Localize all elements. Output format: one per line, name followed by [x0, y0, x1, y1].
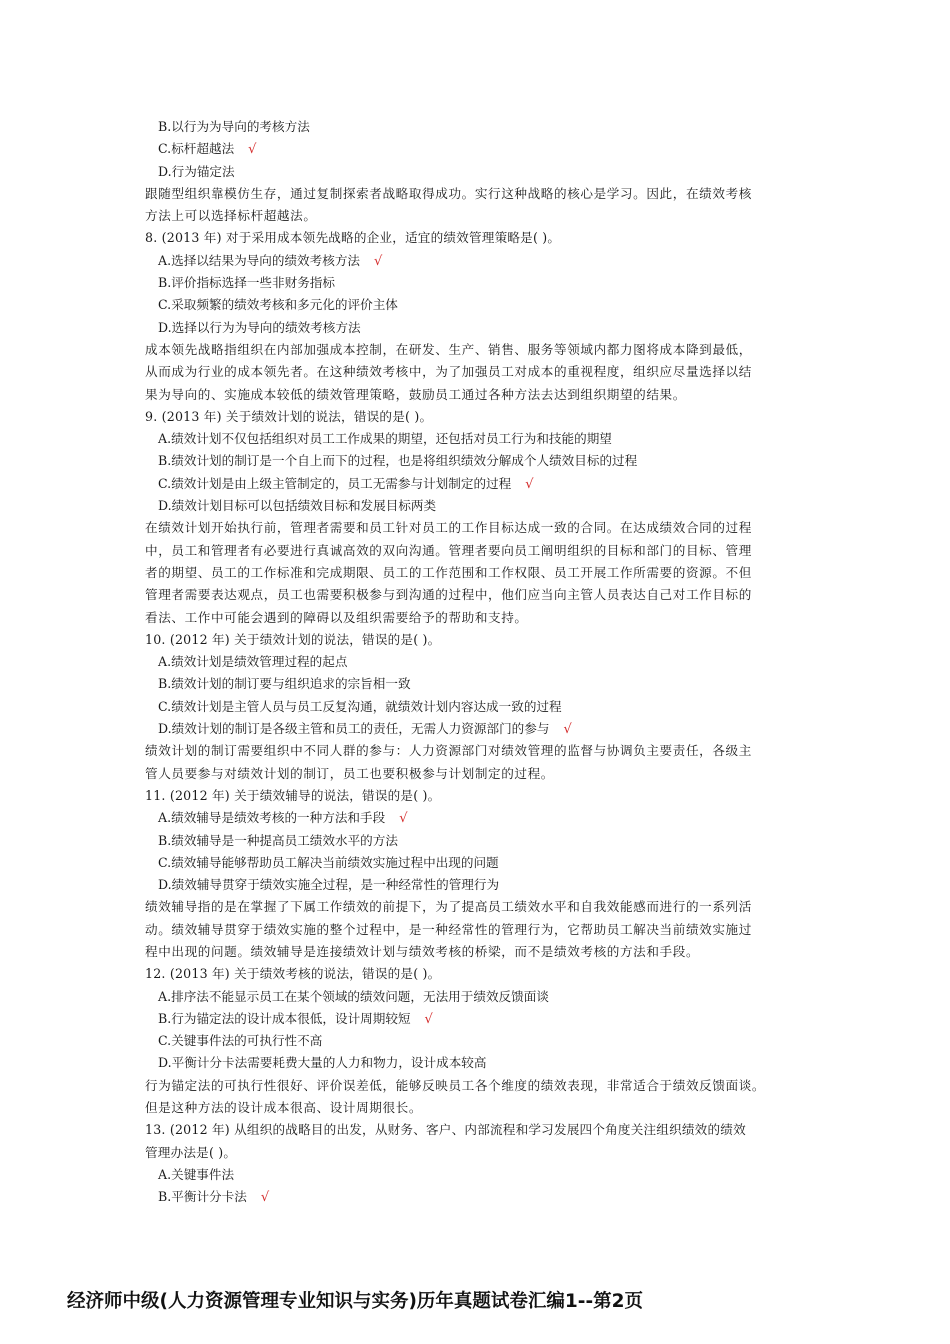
line-text: 方法上可以选择标杆超越法。	[145, 208, 317, 224]
explanation-text	[145, 562, 815, 584]
line-text: 管理者需要表达观点，员工也需要积极参与到沟通的过程中，他们应当向主管人员表达自己对工作目标的	[145, 587, 752, 603]
answer-option	[145, 651, 815, 673]
explanation-text	[145, 1075, 815, 1097]
line-text: 绩效辅导指的是在掌握了下属工作绩效的前提下，为了提高员工绩效水平和自我效能感而进行的一系列活	[145, 899, 752, 915]
line-text: 行为锚定法的可执行性很好、评价误差低，能够反映员工各个维度的绩效表现，非常适合于绩效反馈面谈。	[145, 1077, 766, 1093]
line-text: C.绩效辅导能够帮助员工解决当前绩效实施过程中出现的问题	[158, 854, 499, 870]
line-text: 在绩效计划开始执行前，管理者需要和员工针对员工的工作目标达成一致的合同。在达成绩效合同的过程	[145, 520, 752, 536]
correct-check-icon: √	[563, 722, 572, 738]
line-text: B.行为锚定法的设计成本很低，设计周期较短	[158, 1010, 411, 1026]
explanation-text	[145, 1097, 815, 1119]
explanation-text	[145, 919, 815, 941]
line-text: 12. (2013 年) 关于绩效考核的说法，错误的是( )。	[145, 966, 441, 982]
line-text: B.绩效辅导是一种提高员工绩效水平的方法	[158, 832, 398, 848]
line-text: B.以行为为导向的考核方法	[158, 119, 310, 134]
question-text	[145, 629, 815, 651]
line-text: 动。绩效辅导贯穿于绩效实施的整个过程中，是一种经常性的管理行为，它帮助员工解决当前绩效实施过	[145, 921, 752, 937]
answer-option	[145, 428, 815, 450]
line-text: D.绩效计划目标可以包括绩效目标和发展目标两类	[158, 498, 437, 514]
question-content	[145, 116, 815, 1209]
correct-check-icon: √	[374, 253, 383, 269]
line-text: 13. (2012 年) 从组织的战略目的出发，从财务、客户、内部流程和学习发展四个角度关注组织绩效的绩效	[145, 1122, 746, 1138]
answer-option	[145, 473, 815, 495]
line-text: 跟随型组织靠模仿生存，通过复制探索者战略取得成功。实行这种战略的核心是学习。因此，在绩效考核	[145, 185, 752, 201]
explanation-text	[145, 584, 815, 606]
answer-option	[145, 807, 815, 829]
question-text	[145, 785, 815, 807]
answer-option	[145, 1030, 815, 1052]
explanation-text	[145, 740, 815, 762]
line-text: 者的期望、员工的工作标准和完成期限、员工的工作范围和工作权限、员工开展工作所需要的资源。不但	[145, 564, 752, 580]
answer-option	[145, 116, 815, 138]
line-text: A.选择以结果为导向的绩效考核方法	[158, 252, 361, 268]
line-text: C.关键事件法的可执行性不高	[158, 1033, 323, 1049]
line-text: 10. (2012 年) 关于绩效计划的说法，错误的是( )。	[145, 631, 441, 647]
line-text: 中，员工和管理者有必要进行真诚高效的双向沟通。管理者要向员工阐明组织的目标和部门的目标、管理	[145, 542, 752, 558]
explanation-text	[145, 361, 815, 383]
answer-option	[145, 1186, 815, 1208]
line-text: A.绩效计划不仅包括组织对员工工作成果的期望，还包括对员工行为和技能的期望	[158, 431, 612, 447]
line-text: D.选择以行为为导向的绩效考核方法	[158, 319, 361, 335]
line-text: A.关键事件法	[158, 1166, 235, 1182]
answer-option	[145, 250, 815, 272]
line-text: D.绩效辅导贯穿于绩效实施全过程，是一种经常性的管理行为	[158, 877, 500, 893]
line-text: 果为导向的、实施成本较低的绩效管理策略，鼓励员工通过各种方法去达到组织期望的结果。	[145, 386, 686, 402]
answer-option	[145, 1008, 815, 1030]
answer-option	[145, 673, 815, 695]
question-text	[145, 406, 815, 428]
explanation-text	[145, 896, 815, 918]
line-text: 9. (2013 年) 关于绩效计划的说法，错误的是( )。	[145, 408, 433, 424]
explanation-text	[145, 607, 815, 629]
answer-option	[145, 450, 815, 472]
line-text: 成本领先战略指组织在内部加强成本控制，在研发、生产、销售、服务等领域内都力图将成本降到最低，	[145, 341, 752, 357]
line-text: 11. (2012 年) 关于绩效辅导的说法，错误的是( )。	[145, 787, 441, 803]
explanation-text	[145, 941, 815, 963]
line-text: B.绩效计划的制订是一个自上而下的过程，也是将组织绩效分解成个人绩效目标的过程	[158, 453, 638, 469]
line-text: 绩效计划的制订需要组织中不同人群的参与：人力资源部门对绩效管理的监督与协调负主要责任，各级主	[145, 743, 752, 759]
answer-option	[145, 294, 815, 316]
explanation-text	[145, 540, 815, 562]
answer-option	[145, 161, 815, 183]
answer-option	[145, 696, 815, 718]
line-text: C.绩效计划是主管人员与员工反复沟通，就绩效计划内容达成一致的过程	[158, 698, 562, 714]
line-text: D.绩效计划的制订是各级主管和员工的责任，无需人力资源部门的参与	[158, 721, 550, 737]
correct-check-icon: √	[525, 476, 534, 492]
page-footer: 经济师中级(人力资源管理专业知识与实务)历年真题试卷汇编1--第2页	[67, 1291, 644, 1312]
explanation-text	[145, 339, 815, 361]
line-text: B.评价指标选择一些非财务指标	[158, 275, 335, 291]
question-text	[145, 1119, 815, 1141]
correct-check-icon: √	[260, 1190, 270, 1206]
line-text: B.绩效计划的制订要与组织追求的宗旨相一致	[158, 676, 411, 692]
answer-option	[145, 986, 815, 1008]
line-text: C.标杆超越法	[158, 141, 235, 157]
line-text: 程中出现的问题。绩效辅导是连接绩效计划与绩效考核的桥梁，而不是绩效考核的方法和手段。	[145, 943, 700, 959]
answer-option	[145, 1164, 815, 1186]
line-text: C.采取频繁的绩效考核和多元化的评价主体	[158, 297, 398, 313]
line-text: 看法、工作中可能会遇到的障碍以及组织需要给予的帮助和支持。	[145, 609, 528, 625]
answer-option	[145, 830, 815, 852]
answer-option	[145, 495, 815, 517]
explanation-text	[145, 205, 815, 227]
correct-check-icon: √	[399, 811, 408, 827]
line-text: 管人员要参与对绩效计划的制订，员工也要积极参与计划制定的过程。	[145, 765, 555, 781]
answer-option	[145, 317, 815, 339]
line-text: D.平衡计分卡法需要耗费大量的人力和物力，设计成本较高	[158, 1055, 487, 1071]
answer-option	[145, 852, 815, 874]
answer-option	[145, 272, 815, 294]
line-text: C.绩效计划是由上级主管制定的，员工无需参与计划制定的过程	[158, 475, 512, 491]
line-text: D.行为锚定法	[158, 163, 235, 179]
line-text: 但是这种方法的设计成本很高、设计周期很长。	[145, 1100, 423, 1116]
line-text: A.排序法不能显示员工在某个领域的绩效问题，无法用于绩效反馈面谈	[158, 988, 549, 1004]
answer-option	[145, 718, 815, 740]
line-text: B.平衡计分卡法	[158, 1189, 247, 1205]
correct-check-icon: √	[424, 1011, 433, 1027]
answer-option	[145, 1052, 815, 1074]
answer-option	[145, 874, 815, 896]
explanation-text	[145, 384, 815, 406]
question-text	[145, 1142, 815, 1164]
explanation-text	[145, 763, 815, 785]
line-text: A.绩效辅导是绩效考核的一种方法和手段	[158, 810, 386, 826]
line-text: A.绩效计划是绩效管理过程的起点	[158, 654, 348, 670]
line-text: 从而成为行业的成本领先者。在这种绩效考核中，为了加强员工对成本的重视程度，组织应尽量选择以结	[145, 364, 752, 380]
correct-check-icon: √	[248, 142, 257, 158]
question-text	[145, 963, 815, 985]
line-text: 管理办法是( )。	[145, 1144, 237, 1160]
explanation-text	[145, 517, 815, 539]
explanation-text	[145, 183, 815, 205]
question-text	[145, 227, 815, 249]
answer-option	[145, 138, 815, 160]
line-text: 8. (2013 年) 对于采用成本领先战略的企业，适宜的绩效管理策略是( )。	[145, 230, 561, 246]
